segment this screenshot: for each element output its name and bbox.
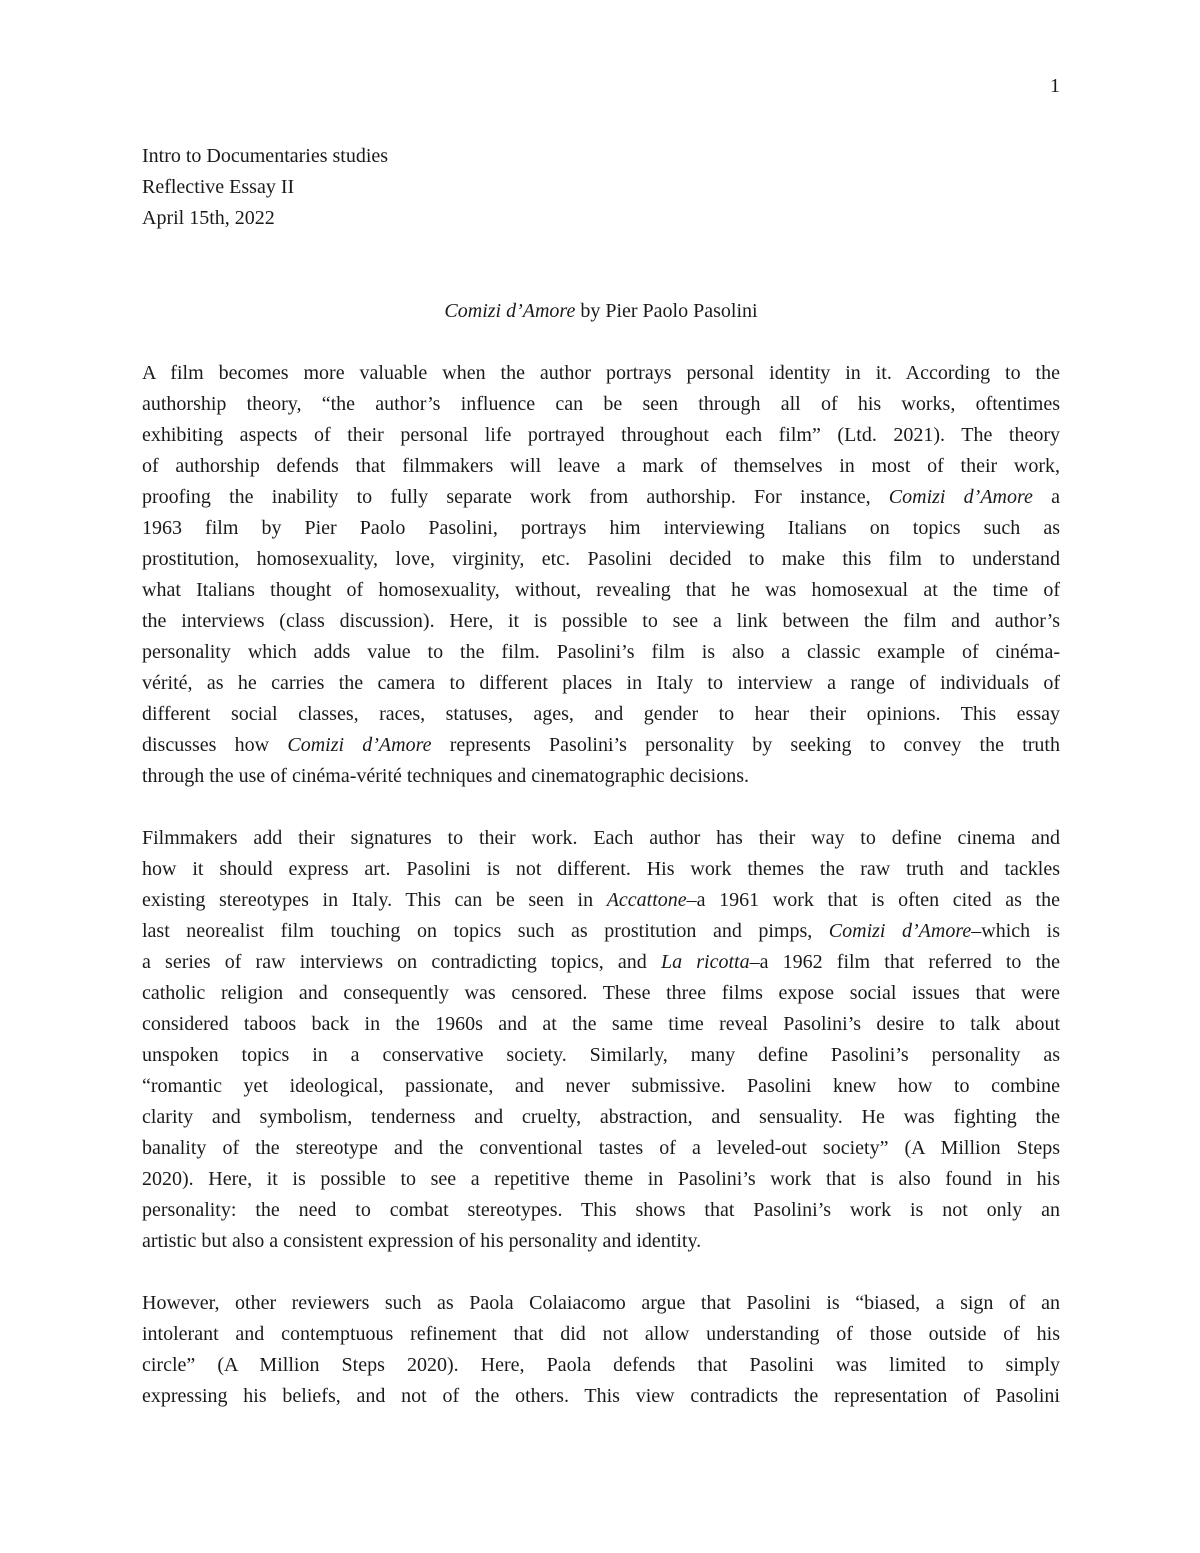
text-run: a xyxy=(1032,486,1060,508)
text-run: –a 1962 film that referred to the xyxy=(749,951,1061,973)
paragraph-line xyxy=(142,854,1060,885)
body-paragraph xyxy=(142,823,1060,1257)
text-run: discusses how xyxy=(142,734,288,756)
text-run: existing stereotypes in Italy. This can be seen in xyxy=(142,889,607,911)
text-run: –a 1961 work that is often cited as the xyxy=(686,889,1060,911)
paragraph-line xyxy=(142,916,1060,947)
paragraph-line xyxy=(142,823,1060,854)
paragraph-line xyxy=(142,451,1060,482)
paragraph-line xyxy=(142,513,1060,544)
text-run: Filmmakers add their signatures to their work. Each author has their way to define cinema and xyxy=(142,827,1060,849)
body-paragraph xyxy=(142,358,1060,792)
text-run: vérité, as he carries the camera to different places in Italy to interview a range of individuals of xyxy=(142,672,1060,694)
text-run: banality of the stereotype and the conventional tastes of a leveled-out society” (A Million Steps xyxy=(142,1137,1060,1159)
text-run: intolerant and contemptuous refinement that did not allow understanding of those outside of his xyxy=(142,1323,1060,1345)
paragraph-line xyxy=(142,1350,1060,1381)
paragraph-line xyxy=(142,1226,1060,1257)
paragraph-line xyxy=(142,1040,1060,1071)
essay-header xyxy=(142,141,1060,234)
paragraph-line xyxy=(142,544,1060,575)
paragraph-line xyxy=(142,668,1060,699)
text-run: last neorealist film touching on topics such as prostitution and pimps, xyxy=(142,920,829,942)
text-run: –which is xyxy=(971,920,1060,942)
paragraph-line xyxy=(142,637,1060,668)
text-run: 2020). Here, it is possible to see a repetitive theme in Pasolini’s work that is also found in his xyxy=(142,1168,1060,1190)
text-run: personality which adds value to the film. Pasolini’s film is also a classic example of cinéma- xyxy=(142,641,1060,663)
text-run: prostitution, homosexuality, love, virginity, etc. Pasolini decided to make this film to understand xyxy=(142,548,1060,570)
paragraph-line xyxy=(142,358,1060,389)
paragraph-line xyxy=(142,1164,1060,1195)
italic-film-title: Comizi d’Amore xyxy=(888,486,1033,508)
text-run: A film becomes more valuable when the author portrays personal identity in it. According to the xyxy=(142,362,1060,384)
paragraph-line xyxy=(142,947,1060,978)
paragraph-line xyxy=(142,420,1060,451)
text-run: expressing his beliefs, and not of the others. This view contradicts the representation of Pasolini xyxy=(142,1385,1060,1407)
text-run: unspoken topics in a conservative society. Similarly, many define Pasolini’s personality as xyxy=(142,1044,1060,1066)
text-run: “romantic yet ideological, passionate, and never submissive. Pasolini knew how to combine xyxy=(142,1075,1060,1097)
text-run: considered taboos back in the 1960s and at the same time reveal Pasolini’s desire to talk about xyxy=(142,1013,1060,1035)
title-byline: by Pier Paolo Pasolini xyxy=(575,300,758,322)
essay-body xyxy=(142,358,1060,1443)
paragraph-line xyxy=(142,389,1060,420)
text-run: However, other reviewers such as Paola Colaiacomo argue that Pasolini is “biased, a sign of an xyxy=(142,1292,1060,1314)
paragraph-line xyxy=(142,606,1060,637)
paragraph-line xyxy=(142,1195,1060,1226)
italic-film-title: Accattone xyxy=(606,889,687,911)
body-paragraph xyxy=(142,1288,1060,1412)
text-run: a series of raw interviews on contradicting topics, and xyxy=(142,951,661,973)
paragraph-line xyxy=(142,1381,1060,1412)
italic-film-title: La ricotta xyxy=(660,951,750,973)
italic-film-title: Comizi d’Amore xyxy=(287,734,432,756)
text-run: authorship theory, “the author’s influence can be seen through all of his works, oftentimes xyxy=(142,393,1060,415)
text-run: through the use of cinéma-vérité techniques and cinematographic decisions. xyxy=(142,765,750,787)
paragraph-line xyxy=(142,1319,1060,1350)
text-run: how it should express art. Pasolini is not different. His work themes the raw truth and tackles xyxy=(142,858,1060,880)
paragraph-line xyxy=(142,699,1060,730)
text-run: what Italians thought of homosexuality, without, revealing that he was homosexual at the time of xyxy=(142,579,1060,601)
text-run: of authorship defends that filmmakers will leave a mark of themselves in most of their work, xyxy=(142,455,1060,477)
paragraph-line xyxy=(142,1288,1060,1319)
text-run: personality: the need to combat stereotypes. This shows that Pasolini’s work is not only an xyxy=(142,1199,1060,1221)
text-run: artistic but also a consistent expression of his personality and identity. xyxy=(142,1230,702,1252)
paragraph-line xyxy=(142,1102,1060,1133)
text-run: the interviews (class discussion). Here, it is possible to see a link between the film and author’s xyxy=(142,610,1060,632)
text-run: circle” (A Million Steps 2020). Here, Paola defends that Pasolini was limited to simply xyxy=(142,1354,1060,1376)
paragraph-line xyxy=(142,730,1060,761)
paragraph-line xyxy=(142,1133,1060,1164)
text-run: clarity and symbolism, tenderness and cruelty, abstraction, and sensuality. He was fighting the xyxy=(142,1106,1060,1128)
paragraph-line xyxy=(142,885,1060,916)
paragraph-line xyxy=(142,1009,1060,1040)
paragraph-line xyxy=(142,575,1060,606)
paragraph-line xyxy=(142,482,1060,513)
italic-film-title: Comizi d’Amore xyxy=(828,920,972,942)
essay-title xyxy=(142,296,1060,327)
text-run: different social classes, races, statuses, ages, and gender to hear their opinions. This essay xyxy=(142,703,1060,725)
assignment-name: Reflective Essay II xyxy=(142,176,295,198)
text-run: proofing the inability to fully separate work from authorship. For instance, xyxy=(142,486,889,508)
essay-date: April 15th, 2022 xyxy=(142,207,275,229)
page-number: 1 xyxy=(1050,75,1060,97)
title-film-name: Comizi d’Amore xyxy=(444,300,576,322)
paragraph-line xyxy=(142,761,1060,792)
paragraph-line xyxy=(142,978,1060,1009)
text-run: catholic religion and consequently was censored. These three films expose social issues that were xyxy=(142,982,1060,1004)
text-run: 1963 film by Pier Paolo Pasolini, portrays him interviewing Italians on topics such as xyxy=(142,517,1060,539)
paragraph-line xyxy=(142,1071,1060,1102)
text-run: represents Pasolini’s personality by seeking to convey the truth xyxy=(431,734,1060,756)
course-name: Intro to Documentaries studies xyxy=(142,145,389,167)
text-run: exhibiting aspects of their personal life portrayed throughout each film” (Ltd. 2021). The theory xyxy=(142,424,1060,446)
